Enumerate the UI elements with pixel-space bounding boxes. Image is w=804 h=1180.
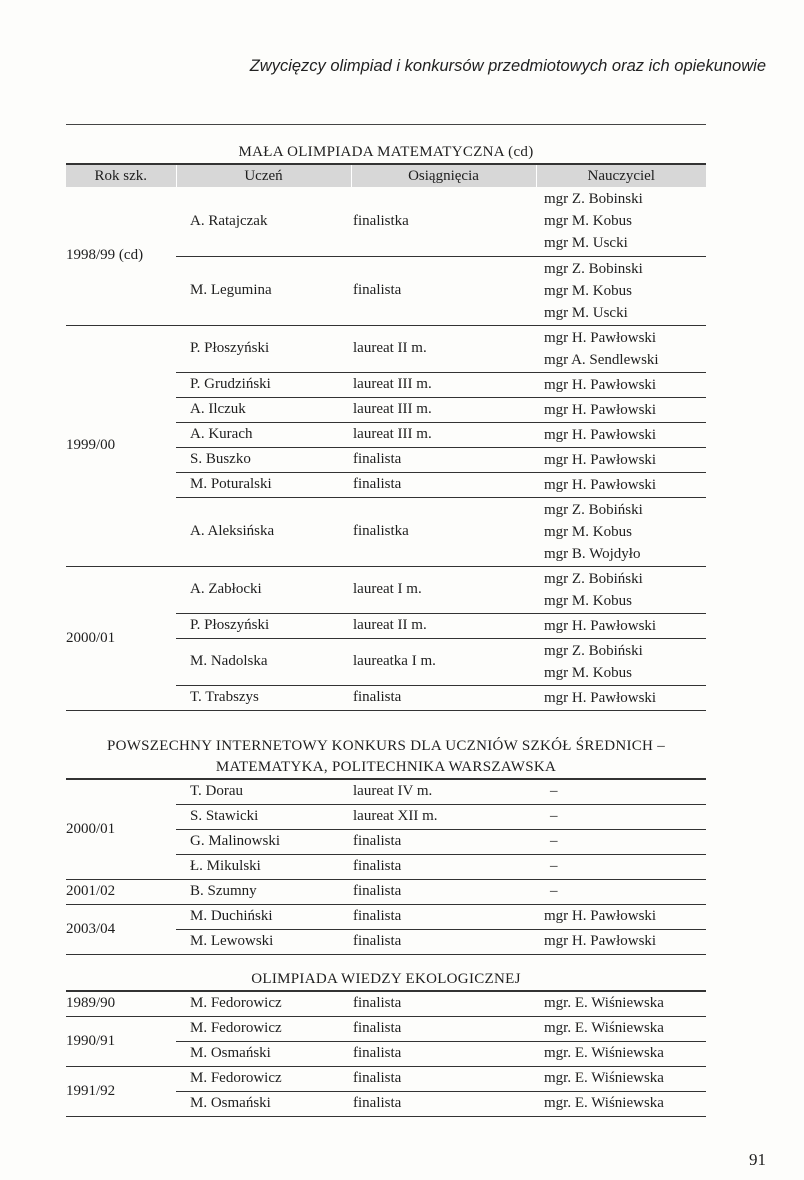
year-cell: 1998/99 (cd) xyxy=(66,187,176,325)
section-ecology-olympiad xyxy=(66,969,706,1117)
page-number: 91 xyxy=(749,1150,766,1169)
teacher-name: mgr Z. Bobiński xyxy=(544,642,643,659)
teacher-name: mgr M. Uscki xyxy=(544,235,628,252)
teacher-cell xyxy=(536,472,706,497)
teacher-name: mgr H. Pawłowski xyxy=(544,376,657,393)
year-cell: 1999/00 xyxy=(66,325,176,566)
student-cell: A. Zabłocki xyxy=(176,566,351,613)
year-cell: 1991/92 xyxy=(66,1066,176,1116)
teacher-cell: mgr H. Pawłowski xyxy=(536,904,706,929)
achievement-cell: laureat III m. xyxy=(351,372,536,397)
teacher-cell: mgr. E. Wiśniewska xyxy=(536,991,706,1016)
table-row xyxy=(66,1066,706,1091)
student-cell: P. Płoszyński xyxy=(176,325,351,372)
student-cell: M. Poturalski xyxy=(176,472,351,497)
student-cell: M. Fedorowicz xyxy=(176,991,351,1016)
year-cell: 1990/91 xyxy=(66,1016,176,1066)
teacher-cell xyxy=(536,256,706,325)
teacher-name: mgr M. Kobus xyxy=(544,282,632,299)
teacher-name: mgr H. Pawłowski xyxy=(544,329,657,346)
teacher-name: mgr M. Kobus xyxy=(544,213,632,230)
section-title-line-2: MATEMATYKA, POLITECHNIKA WARSZAWSKA xyxy=(215,759,557,775)
teacher-name: mgr B. Wojdyło xyxy=(544,545,641,562)
header-teacher: Nauczyciel xyxy=(536,164,706,187)
achievement-cell: laureat I m. xyxy=(351,566,536,613)
teacher-name: mgr H. Pawłowski xyxy=(544,476,657,493)
achievement-cell: laureat III m. xyxy=(351,397,536,422)
results-table xyxy=(66,778,706,955)
running-head: Zwycięzcy olimpiad i konkursów przedmiotowych oraz ich opiekunowie xyxy=(249,57,766,75)
year-cell: 2000/01 xyxy=(66,779,176,879)
student-cell: A. Ilczuk xyxy=(176,397,351,422)
achievement-cell: laureat II m. xyxy=(351,325,536,372)
year-cell: 2001/02 xyxy=(66,879,176,904)
teacher-cell xyxy=(536,685,706,710)
teacher-cell: – xyxy=(536,829,706,854)
achievement-cell: finalista xyxy=(351,472,536,497)
table-row xyxy=(66,187,706,256)
section-title: MAŁA OLIMPIADA MATEMATYCZNA (cd) xyxy=(238,144,534,160)
year-cell: 2003/04 xyxy=(66,904,176,954)
achievement-cell: finalista xyxy=(351,256,536,325)
teacher-name: mgr Z. Bobinski xyxy=(544,191,643,208)
student-cell: T. Trabszys xyxy=(176,685,351,710)
teacher-cell: – xyxy=(536,804,706,829)
header-achievement: Osiągnięcia xyxy=(351,164,536,187)
teacher-cell: mgr. E. Wiśniewska xyxy=(536,1016,706,1041)
teacher-cell: – xyxy=(536,854,706,879)
teacher-cell xyxy=(536,566,706,613)
student-cell: M. Fedorowicz xyxy=(176,1016,351,1041)
achievement-cell: laureat II m. xyxy=(351,613,536,638)
student-cell: M. Lewowski xyxy=(176,929,351,954)
student-cell: M. Duchiński xyxy=(176,904,351,929)
achievement-cell: finalista xyxy=(351,879,536,904)
header-year: Rok szk. xyxy=(66,164,176,187)
achievement-cell: finalista xyxy=(351,904,536,929)
teacher-cell: – xyxy=(536,779,706,804)
achievement-cell: finalista xyxy=(351,1066,536,1091)
table-row xyxy=(66,879,706,904)
achievement-cell: finalista xyxy=(351,1091,536,1116)
teacher-name: mgr H. Pawłowski xyxy=(544,451,657,468)
achievement-cell: laureat IV m. xyxy=(351,779,536,804)
teacher-name: mgr H. Pawłowski xyxy=(544,401,657,418)
teacher-cell: mgr H. Pawłowski xyxy=(536,929,706,954)
header-student: Uczeń xyxy=(176,164,351,187)
student-cell: M. Osmański xyxy=(176,1041,351,1066)
student-cell: M. Legumina xyxy=(176,256,351,325)
table-row xyxy=(66,904,706,929)
student-cell: T. Dorau xyxy=(176,779,351,804)
teacher-name: mgr Z. Bobiński xyxy=(544,570,643,587)
teacher-name: mgr A. Sendlewski xyxy=(544,351,659,368)
header-rule xyxy=(66,124,706,125)
teacher-cell xyxy=(536,497,706,566)
results-table xyxy=(66,990,706,1117)
teacher-cell xyxy=(536,372,706,397)
section-title: OLIMPIADA WIEDZY EKOLOGICZNEJ xyxy=(251,971,521,987)
teacher-cell xyxy=(536,422,706,447)
achievement-cell: finalistka xyxy=(351,187,536,256)
teacher-cell xyxy=(536,638,706,685)
teacher-name: mgr M. Kobus xyxy=(544,592,632,609)
student-cell: M. Nadolska xyxy=(176,638,351,685)
achievement-cell: finalista xyxy=(351,685,536,710)
teacher-cell: mgr. E. Wiśniewska xyxy=(536,1066,706,1091)
section-title-line-1: POWSZECHNY INTERNETOWY KONKURS DLA UCZNIÓW SZKÓŁ ŚREDNICH – xyxy=(106,738,666,754)
teacher-cell: mgr. E. Wiśniewska xyxy=(536,1091,706,1116)
table-row xyxy=(66,1016,706,1041)
achievement-cell: finalista xyxy=(351,447,536,472)
table-row xyxy=(66,779,706,804)
student-cell: S. Buszko xyxy=(176,447,351,472)
student-cell: M. Osmański xyxy=(176,1091,351,1116)
student-cell: A. Aleksińska xyxy=(176,497,351,566)
student-cell: G. Malinowski xyxy=(176,829,351,854)
teacher-name: mgr M. Kobus xyxy=(544,523,632,540)
table-row xyxy=(66,566,706,613)
teacher-cell xyxy=(536,325,706,372)
achievement-cell: finalista xyxy=(351,991,536,1016)
teacher-name: mgr H. Pawłowski xyxy=(544,689,657,706)
teacher-name: mgr H. Pawłowski xyxy=(544,617,657,634)
teacher-name: mgr Z. Bobinski xyxy=(544,260,643,277)
teacher-name: mgr M. Uscki xyxy=(544,304,628,321)
teacher-name: mgr M. Kobus xyxy=(544,664,632,681)
achievement-cell: laureatka I m. xyxy=(351,638,536,685)
section-internet-contest xyxy=(66,736,706,955)
teacher-name: mgr H. Pawłowski xyxy=(544,426,657,443)
teacher-cell: – xyxy=(536,879,706,904)
teacher-name: mgr Z. Bobiński xyxy=(544,501,643,518)
student-cell: M. Fedorowicz xyxy=(176,1066,351,1091)
teacher-cell xyxy=(536,397,706,422)
student-cell: P. Płoszyński xyxy=(176,613,351,638)
table-row xyxy=(66,991,706,1016)
teacher-cell xyxy=(536,187,706,256)
achievement-cell: finalista xyxy=(351,929,536,954)
teacher-cell xyxy=(536,613,706,638)
student-cell: P. Grudziński xyxy=(176,372,351,397)
achievement-cell: finalista xyxy=(351,854,536,879)
achievement-cell: finalista xyxy=(351,1041,536,1066)
year-cell: 1989/90 xyxy=(66,991,176,1016)
student-cell: A. Kurach xyxy=(176,422,351,447)
achievement-cell: finalistka xyxy=(351,497,536,566)
teacher-cell: mgr. E. Wiśniewska xyxy=(536,1041,706,1066)
results-table xyxy=(66,163,706,711)
table-row xyxy=(66,325,706,372)
student-cell: B. Szumny xyxy=(176,879,351,904)
achievement-cell: laureat III m. xyxy=(351,422,536,447)
student-cell: S. Stawicki xyxy=(176,804,351,829)
teacher-cell xyxy=(536,447,706,472)
student-cell: Ł. Mikulski xyxy=(176,854,351,879)
achievement-cell: finalista xyxy=(351,829,536,854)
section-mala-olimpiada xyxy=(66,142,706,711)
achievement-cell: finalista xyxy=(351,1016,536,1041)
year-cell: 2000/01 xyxy=(66,566,176,710)
student-cell: A. Ratajczak xyxy=(176,187,351,256)
achievement-cell: laureat XII m. xyxy=(351,804,536,829)
